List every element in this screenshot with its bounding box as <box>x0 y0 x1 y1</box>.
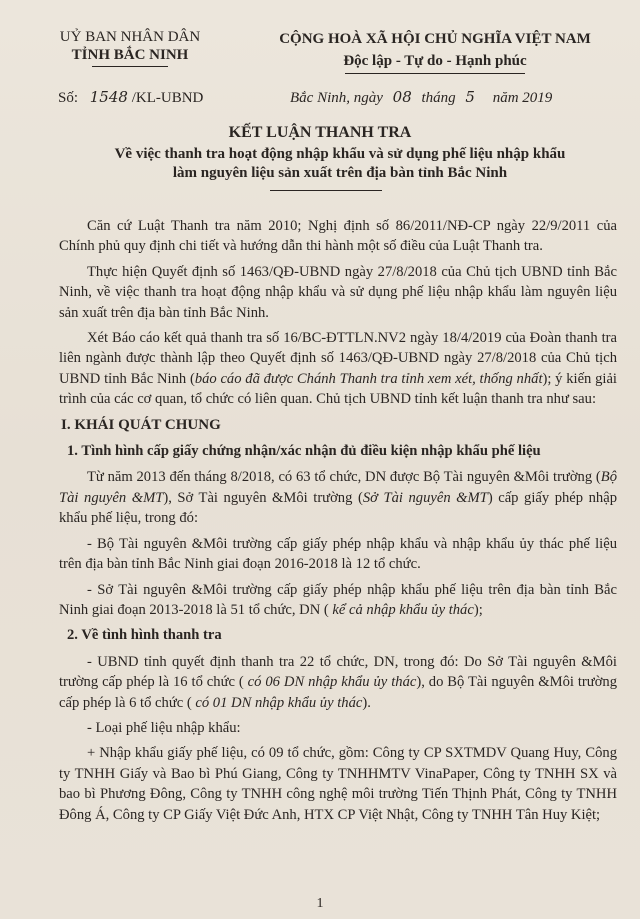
paragraph-legal-basis: Căn cứ Luật Thanh tra năm 2010; Nghị định số 86/2011/NĐ-CP ngày 22/9/2011 của Chính phủ quy định chi tiết và hướng dẫn thi hành một số điều của Luật Thanh tra. <box>59 218 617 255</box>
subsection-heading-2: 2. Về tình hình thanh tra <box>67 627 222 644</box>
text: ) cấp giấy phép nhập khẩu phế liệu, trong đó: <box>59 489 617 527</box>
issuing-agency <box>20 28 240 64</box>
agency-line-1: UỶ BAN NHÂN DÂN <box>59 29 201 45</box>
italic-note: có 06 DN nhập khẩu ủy thác <box>243 674 417 691</box>
text: ), Sở Tài nguyên &Môi trường ( <box>163 489 363 506</box>
agency-line-2: TỈNH BẮC NINH <box>71 47 189 63</box>
nation-line-1: CỘNG HOÀ XÃ HỘI CHỦ NGHĨA VIỆT NAM <box>279 31 591 47</box>
number-handwritten: 1548 <box>89 88 128 106</box>
subsection-heading-1: 1. Tình hình cấp giấy chứng nhận/xác nhận đủ điều kiện nhập khẩu phế liệu <box>67 443 541 460</box>
subject-line-2: làm nguyên liệu sản xuất trên địa bàn tỉnh Bắc Ninh <box>172 165 508 181</box>
document-subject <box>60 145 620 183</box>
list-item: + Nhập khẩu giấy phế liệu, có 09 tổ chức, gồm: Công ty CP SXTMDV Quang Huy, Công ty TNHH Giấy và Bao bì Phú Giang, Công ty TNHHMTV VinaPaper, Công ty TNHH SX và bao bì Phương Đông, Công ty TNHH công nghệ môi trường Tiến Thịnh Phát, Công ty TNHH Đông Á, Công ty CP Giấy Việt Đức Anh, HTX CP Việt Nhật, Công ty TNHH Tân Huy Kiệt; <box>59 745 617 823</box>
text: Từ năm 2013 đến tháng 8/2018, có 63 tổ chức, DN được Bộ Tài nguyên &Môi trường ( <box>87 469 601 486</box>
date-day: 08 <box>392 88 412 106</box>
italic-note: kể cả nhập khẩu ủy thác <box>328 601 474 618</box>
paragraph-permits <box>59 467 617 528</box>
motto-underline <box>345 73 525 74</box>
text: - Sở Tài nguyên &Môi trường cấp giấy phép nhập khẩu phế liệu trên địa bàn tỉnh Bắc Ninh giai đoạn 2013-2018 là 51 tổ chức, DN ( <box>59 581 617 618</box>
document-body <box>59 216 617 830</box>
date-place: Bắc Ninh, ngày <box>290 90 383 106</box>
text: ), do Bộ Tài nguyên &Môi trường cấp phép là 6 tổ chức ( <box>59 674 617 711</box>
title-underline <box>270 190 382 191</box>
list-item <box>59 652 617 713</box>
text: ); ý kiến giải trình của các cơ quan, tổ chức có liên quan. Chủ tịch UBND tỉnh kết luận thanh tra như sau: <box>59 370 617 408</box>
subject-line-1: Về việc thanh tra hoạt động nhập khẩu và sử dụng phế liệu nhập khẩu <box>114 146 566 162</box>
list-item: - Bộ Tài nguyên &Môi trường cấp giấy phép nhập khẩu và nhập khẩu ủy thác phế liệu trên địa bàn tỉnh Bắc Ninh giai đoạn 2016-2018 là 12 tổ chức. <box>59 535 617 573</box>
italic-note: Sở Tài nguyên &MT <box>362 489 488 506</box>
agency-underline <box>92 66 168 67</box>
document-number <box>58 88 203 107</box>
list-item: - Loại phế liệu nhập khẩu: <box>87 719 241 736</box>
paragraph-implementation: Thực hiện Quyết định số 1463/QĐ-UBND ngày 27/8/2018 của Chủ tịch UBND tỉnh Bắc Ninh, về việc thanh tra hoạt động nhập khẩu và sử dụng phế liệu nhập khẩu làm nguyên liệu sản xuất trên địa bàn tỉnh Bắc Ninh. <box>59 263 617 321</box>
date-year: năm 2019 <box>492 90 553 106</box>
paragraph-report <box>59 328 617 410</box>
list-item <box>59 580 617 621</box>
national-motto <box>240 28 630 72</box>
text: ); <box>473 601 483 618</box>
text: Xét Báo cáo kết quả thanh tra số 16/BC-ĐTTLN.NV2 ngày 18/4/2019 của Đoàn thanh tra liên ngành được thành lập theo Quyết định số 1463/QĐ-UBND ngày 27/8/2018 của Chủ tịch UBND tỉnh Bắc Ninh ( <box>59 330 617 387</box>
page-number: 1 <box>316 896 324 911</box>
number-prefix: Số: <box>58 90 79 106</box>
document-date <box>290 88 552 107</box>
nation-line-2: Độc lập - Tự do - Hạnh phúc <box>343 53 527 69</box>
date-month-label: tháng <box>421 90 456 106</box>
text: - UBND tỉnh quyết định thanh tra 22 tổ chức, DN, trong đó: Do Sở Tài nguyên &Môi trường cấp phép là 16 tổ chức ( <box>59 653 617 691</box>
date-month: 5 <box>465 88 475 106</box>
italic-note: có 01 DN nhập khẩu ủy thác <box>191 694 363 711</box>
italic-note: Bộ Tài nguyên &MT <box>59 469 617 506</box>
number-suffix: /KL-UBND <box>131 90 204 106</box>
italic-note: báo cáo đã được Chánh Thanh tra tỉnh xem xét, thống nhất <box>194 370 543 387</box>
document-title: KẾT LUẬN THANH TRA <box>228 124 412 141</box>
section-heading: I. KHÁI QUÁT CHUNG <box>61 416 221 433</box>
text: ). <box>362 694 371 711</box>
